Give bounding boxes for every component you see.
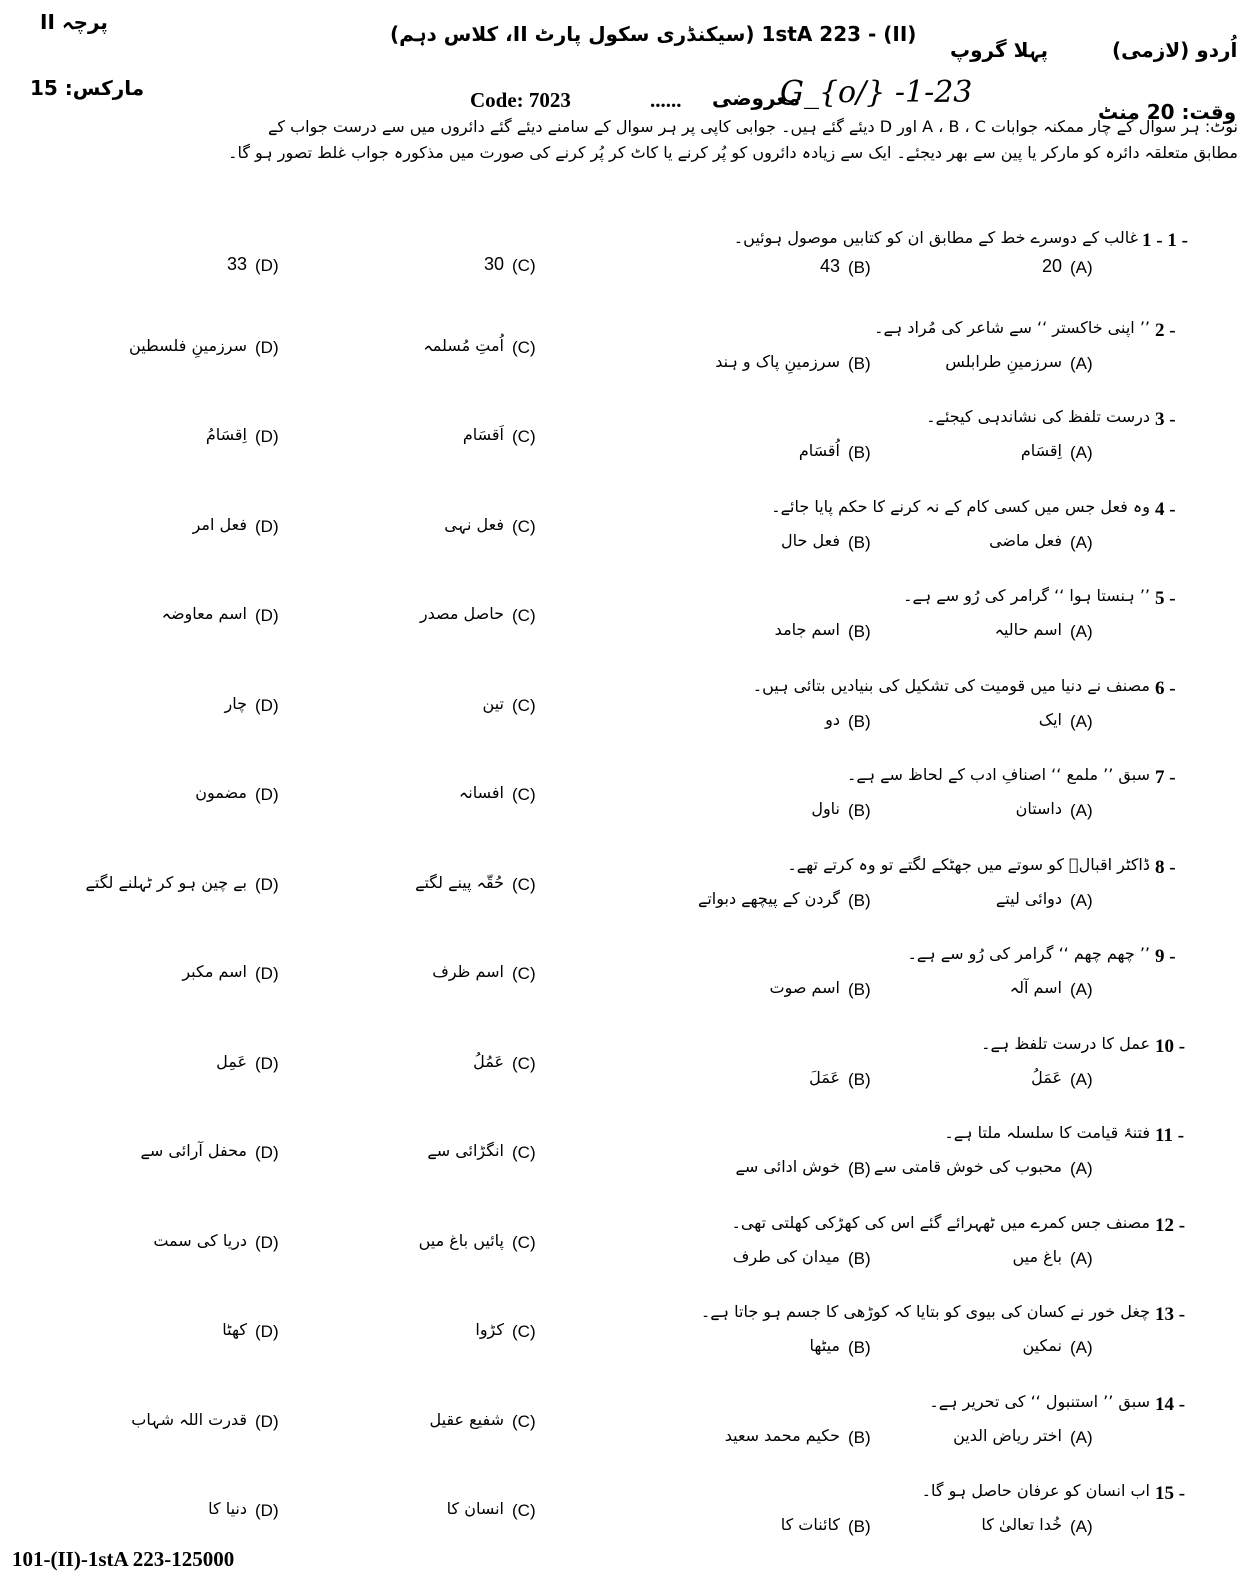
question-text: چغل خور نے کسان کی بیوی کو بتایا کہ کوڑھی کا جسم ہو جاتا ہے۔ [700,1302,1150,1321]
option-a-text: 20 [1041,256,1062,276]
option-c-label: (C) [512,874,536,894]
option-a-text: دوائی لیتے [995,888,1062,908]
paper-type: معروضی [712,86,801,110]
option-b-label: (B) [848,532,871,552]
option-a-label: (A) [1070,1069,1093,1089]
option-a-label: (A) [1070,1338,1093,1357]
option-c-text: فعل نہی [444,514,504,534]
option-c-text: اسم ظرف [432,962,504,981]
option-c-label: (C) [512,1501,536,1520]
option-b-text: گردن کے پیچھے دبواتے [697,888,840,908]
option-b-text: میدان کی طرف [732,1246,840,1266]
option-b-label: (B) [848,1427,871,1447]
option-c-text: 30 [483,254,504,274]
question-text: مصنف جس کمرے میں ٹھہرائے گئے اس کی کھڑکی کھلتی تھی۔ [731,1212,1150,1232]
option-d-text: بے چین ہو کر ٹہلنے لگتے [85,872,247,892]
option-c-label: (C) [512,1411,536,1431]
option-b-label: (B) [848,1248,871,1268]
question-text: ’’ اپنی خاکستر ‘‘ سے شاعر کی مُراد ہے۔ [874,317,1150,337]
option-d-text: چار [224,693,247,713]
option-a-label: (A) [1070,890,1093,910]
option-d-text: عَمِل [216,1051,247,1071]
question-number: 14 - [1155,1393,1186,1415]
option-b-text: دو [825,709,840,729]
option-c-text: کڑوا [475,1320,504,1339]
option-c-text: اُمتِ مُسلمہ [423,335,504,355]
option-d-text: 33 [226,254,247,274]
option-a-text: عَمَلُ [1031,1067,1062,1087]
option-a-label: (A) [1070,443,1093,462]
option-b-text: 43 [819,256,840,276]
question-number: 12 - [1155,1214,1186,1236]
option-a-text: اِقسَام [1020,441,1062,460]
question-text: ’’ ہنستا ہوا ‘‘ گرامر کی رُو سے ہے۔ [903,586,1150,605]
option-b-label: (B) [848,1159,871,1178]
option-c-label: (C) [512,695,536,715]
option-d-text: فعل امر [192,514,247,534]
note-line-2: مطابق متعلقہ دائرہ کو مارکر یا پین سے بھر دیجئے۔ ایک سے زیادہ دائروں کو پُر کرنے یا کاٹ کر پُر کرنے کی صورت میں مذکورہ جواب غلط تصور ہو گا۔ [228,143,1238,162]
question-text: درست تلفظ کی نشاندہی کیجئے۔ [926,407,1150,426]
question-text: اب انسان کو عرفان حاصل ہو گا۔ [921,1481,1150,1500]
option-a-text: محبوب کی خوش قامتی سے [873,1157,1062,1176]
marks-label: مارکس: 15 [30,76,145,100]
group-label: پہلا گروپ [950,38,1048,62]
option-c-label: (C) [512,785,536,804]
option-c-label: (C) [512,337,536,357]
option-b-label: (B) [848,1338,871,1357]
option-a-text: باغ میں [1012,1246,1062,1266]
question-number: 13 - [1155,1304,1186,1325]
option-d-label: (D) [255,516,279,536]
question-text: غالب کے دوسرے خط کے مطابق ان کو کتابیں موصول ہوئیں۔ [733,228,1138,247]
question-number: 4 - [1155,498,1176,520]
option-a-label: (A) [1070,1159,1093,1178]
option-b-text: کائنات کا [780,1515,840,1534]
option-d-text: مضمون [195,783,247,802]
handwritten-date: G_{o/} -1-23 [780,75,973,110]
option-a-text: اسم آلہ [1009,978,1062,997]
option-b-label: (B) [848,1517,871,1536]
option-d-label: (D) [255,1053,279,1073]
question-number: 15 - [1155,1483,1186,1504]
option-d-label: (D) [255,874,279,894]
option-d-label: (D) [255,1322,279,1341]
option-d-label: (D) [255,1143,279,1162]
option-a-text: داستان [1015,799,1062,818]
option-d-text: اِقسَامُ [205,425,247,444]
option-b-label: (B) [848,1069,871,1089]
option-a-text: اختر ریاض الدین [953,1425,1062,1445]
option-d-text: دنیا کا [208,1499,247,1518]
footer-code: 101-(II)-1stA 223-125000 [12,1547,235,1571]
option-d-label: (D) [255,427,279,446]
paper-code: Code: 7023 [470,88,571,112]
option-a-text: فعل ماضی [989,530,1062,550]
option-c-label: (C) [512,1232,536,1252]
option-c-label: (C) [512,1322,536,1341]
exam-title: 1stA 223 - (II) (سیکنڈری سکول پارٹ II، کلاس دہم) [390,22,917,46]
option-b-text: میٹھا [809,1336,840,1355]
option-b-text: اسم جامد [774,620,840,639]
option-c-text: عَمُلُ [473,1051,504,1071]
option-d-label: (D) [255,1232,279,1252]
option-a-text: سرزمینِ طرابلس [945,351,1062,371]
option-b-text: اُقسَام [798,441,840,460]
option-a-label: (A) [1070,622,1093,641]
option-b-label: (B) [848,801,871,820]
question-number: 2 - [1155,319,1176,341]
option-b-text: سرزمینِ پاک و ہند [715,351,840,371]
option-b-label: (B) [848,353,871,373]
option-c-label: (C) [512,516,536,536]
option-a-label: (A) [1070,801,1093,820]
option-c-text: انسان کا [446,1499,504,1518]
option-b-text: خوش ادائی سے [735,1157,840,1176]
option-d-text: اسم معاوضہ [161,604,247,623]
option-a-label: (A) [1070,353,1093,373]
option-b-text: حکیم محمد سعید [724,1425,840,1445]
question-number: 9 - [1155,946,1176,967]
question-number: 10 - [1155,1035,1186,1057]
option-a-label: (A) [1070,1248,1093,1268]
option-c-text: تین [482,693,504,713]
option-a-label: (A) [1070,258,1093,277]
option-d-label: (D) [255,785,279,804]
question-text: سبق ’’ استنبول ‘‘ کی تحریر ہے۔ [929,1391,1150,1411]
option-d-label: (D) [255,256,279,275]
option-d-label: (D) [255,1501,279,1520]
option-b-label: (B) [848,711,871,731]
question-text: عمل کا درست تلفظ ہے۔ [981,1033,1150,1053]
option-a-label: (A) [1070,711,1093,731]
option-a-text: خُدا تعالیٰ کا [981,1515,1062,1534]
option-c-label: (C) [512,256,536,275]
option-b-label: (B) [848,980,871,999]
question-number: 7 - [1155,767,1176,788]
option-d-label: (D) [255,964,279,983]
option-d-label: (D) [255,695,279,715]
question-number: 6 - [1155,677,1176,699]
option-c-text: اَقسَام [462,425,504,444]
option-c-text: پائیں باغ میں [418,1230,504,1250]
time-label: وقت: 20 منٹ [1098,100,1237,124]
option-b-text: فعل حال [781,530,840,550]
question-number: 3 - [1155,409,1176,430]
option-d-label: (D) [255,337,279,357]
instruction-note [38,114,1238,166]
question-number: 5 - [1155,588,1176,609]
question-text: سبق ’’ ملمع ‘‘ اصنافِ ادب کے لحاظ سے ہے۔ [846,765,1150,784]
option-c-label: (C) [512,1053,536,1073]
option-a-text: اسم حالیہ [994,620,1062,639]
option-c-label: (C) [512,427,536,446]
option-b-text: عَمَلَ [809,1067,840,1087]
question-number: 11 - [1155,1125,1185,1146]
option-a-label: (A) [1070,980,1093,999]
question-text: فتنۂ قیامت کا سلسلہ ملتا ہے۔ [944,1123,1150,1142]
option-d-text: اسم مکبر [182,962,247,981]
option-a-label: (A) [1070,532,1093,552]
question-number: 8 - [1155,856,1176,878]
option-b-label: (B) [848,443,871,462]
option-c-label: (C) [512,606,536,625]
option-c-text: انگڑائی سے [427,1141,504,1160]
paper-label: پرچہ II [40,10,108,34]
option-b-label: (B) [848,258,871,277]
question-number: 1 - 1 - [1142,230,1188,251]
question-text: ڈاکٹر اقبالؒ کو سوتے میں جھٹکے لگتے تو وہ کرتے تھے۔ [787,854,1150,874]
question-text: وہ فعل جس میں کسی کام کے نہ کرنے کا حکم پایا جائے۔ [771,496,1150,516]
code-dots: ...... [650,88,682,112]
option-c-label: (C) [512,1143,536,1162]
option-c-text: حُقّہ پینے لگتے [415,872,504,892]
option-d-text: قدرت اللہ شہاب [131,1409,247,1429]
question-text: مصنف نے دنیا میں قومیت کی تشکیل کی بنیادیں بتائی ہیں۔ [752,675,1150,695]
option-a-label: (A) [1070,1517,1093,1536]
option-d-label: (D) [255,606,279,625]
option-c-text: حاصل مصدر [419,604,504,623]
option-a-text: نمکین [1022,1336,1062,1355]
option-c-label: (C) [512,964,536,983]
option-a-text: ایک [1038,709,1062,729]
question-text: ’’ چھم چھم ‘‘ گرامر کی رُو سے ہے۔ [907,944,1150,963]
option-d-text: دریا کی سمت [153,1230,247,1250]
option-b-label: (B) [848,622,871,641]
option-b-label: (B) [848,890,871,910]
option-b-text: ناول [811,799,840,818]
option-c-text: افسانہ [458,783,504,802]
subject-label: اُردو (لازمی) [1112,38,1238,62]
option-d-text: کھٹا [222,1320,247,1339]
option-d-label: (D) [255,1411,279,1431]
option-c-text: شفیع عقیل [429,1409,504,1429]
option-d-text: محفل آرائی سے [140,1141,247,1160]
option-b-text: اسم صوت [769,978,840,997]
note-line-1: نوٹ: ہر سوال کے چار ممکنہ جوابات A ، B ، C اور D دیئے گئے ہیں۔ جوابی کاپی پر ہر سوال کے سامنے دیئے گئے دائروں میں سے درست جواب کے [268,117,1238,136]
option-d-text: سرزمینِ فلسطین [129,335,247,355]
option-a-label: (A) [1070,1427,1093,1447]
